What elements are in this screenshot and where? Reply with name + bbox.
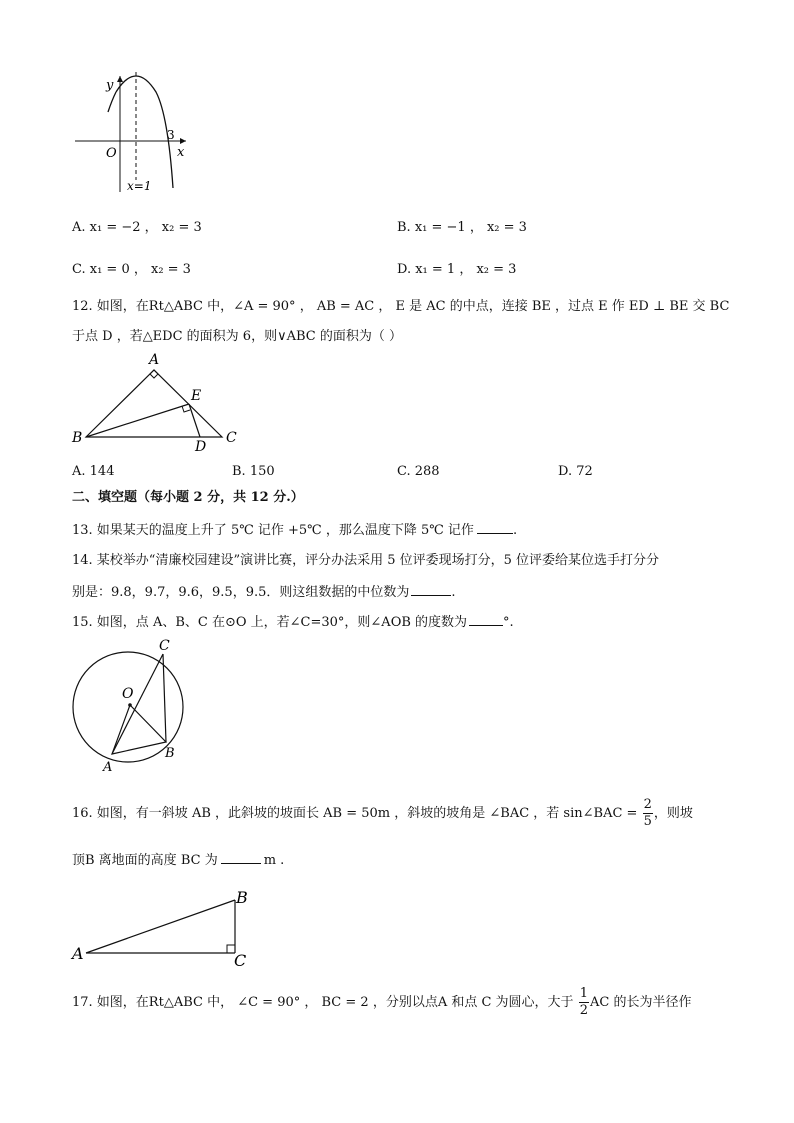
y-axis-label: y: [106, 78, 114, 93]
right-angle-mark-a: [150, 370, 158, 378]
q14-text-line1: 14. 某校举办“清廉校园建设”演讲比赛，评分办法采用 5 位评委现场打分，5 位评委给某位选手打分分: [72, 553, 660, 568]
q16-text-before: 16. 如图，有一斜坡 AB ，此斜坡的坡面长 AB = 50m ，斜坡的坡角是 ∠BAC ，若 sin∠BAC =: [72, 806, 638, 821]
label-c: C: [234, 951, 247, 970]
q13-text-after: .: [512, 523, 518, 538]
q17-text-before: 17. 如图，在Rt△ABC 中， ∠C = 90° ， BC = 2 ，分别以点A 和点 C 为圆心，大于: [72, 995, 574, 1010]
q12-triangle-figure: [68, 350, 248, 455]
q15-text: [72, 613, 514, 632]
root-label: 3: [167, 128, 175, 142]
q13-text-before: 13. 如果某天的温度上升了 5℃ 记作 +5℃ ，那么温度下降 5℃ 记作: [72, 523, 474, 538]
label-a: A: [103, 760, 113, 775]
x-axis-label: x: [177, 145, 185, 160]
q13-answer-blank[interactable]: [477, 521, 513, 534]
q11-option-a: A. x₁ = −2 ， x₂ = 3: [72, 220, 202, 235]
label-b: B: [236, 888, 248, 907]
q13-text: [72, 521, 517, 540]
parabola-left-arm: [108, 92, 116, 112]
label-c: C: [159, 638, 170, 654]
label-o: O: [122, 686, 134, 702]
q11-option-d: D. x₁ = 1 ， x₂ = 3: [397, 262, 517, 277]
label-e: E: [191, 388, 202, 404]
label-d: D: [195, 439, 207, 455]
q17-text: [72, 986, 691, 1020]
q12-option-a: A. 144: [72, 464, 115, 479]
section-heading: 二、填空题（每小题 2 分，共 12 分.）: [72, 490, 304, 505]
q16-answer-blank[interactable]: [221, 851, 261, 864]
label-b: B: [165, 746, 175, 761]
q15-answer-blank[interactable]: [469, 613, 503, 626]
center-point: [128, 703, 132, 707]
parabola-curve: [116, 76, 173, 188]
label-b: B: [72, 430, 83, 446]
segment-ab: [86, 900, 235, 953]
q16-fraction-numerator: 2: [643, 797, 652, 812]
q16-text-line1: [72, 797, 693, 831]
q12-text-line1: 12. 如图，在Rt△ABC 中，∠A = 90° ， AB = AC ， E 是 AC 的中点，连接 BE ，过点 E 作 ED ⊥ BE 交 BC: [72, 299, 730, 314]
q12-option-c: C. 288: [397, 464, 440, 479]
origin-label: O: [106, 146, 117, 161]
q16-text-line2-after: m .: [263, 853, 285, 868]
q17-fraction-numerator: 1: [579, 986, 588, 1001]
symmetry-axis-label: x=1: [127, 179, 152, 193]
q12-text-line2: 于点 D ，若△EDC 的面积为 6，则∨ABC 的面积为（ ）: [72, 329, 402, 344]
q14-text-line2: [72, 583, 456, 602]
label-c: C: [226, 430, 237, 446]
q14-answer-blank[interactable]: [411, 583, 451, 596]
label-a: A: [72, 944, 84, 963]
q15-text-after: °.: [503, 615, 514, 630]
q15-circle-figure: [60, 636, 195, 776]
segments-o-a-b: [112, 705, 166, 754]
q16-text-after: ，则坡: [653, 806, 693, 821]
q16-text-line2: [72, 851, 284, 870]
triangle-abc: [86, 370, 222, 437]
q17-text-after: AC 的长为半径作: [589, 995, 692, 1010]
q11-parabola-graph: [70, 70, 195, 195]
q16-fraction: [643, 797, 653, 830]
q16-fraction-denominator: 5: [643, 814, 652, 829]
segment-ac: [112, 654, 163, 754]
q16-slope-figure: [68, 885, 258, 970]
q14-text-before: 别是：9.8，9.7，9.6，9.5，9.5．则这组数据的中位数为: [72, 585, 410, 600]
q17-fraction-denominator: 2: [579, 1003, 588, 1018]
q16-text-line2-before: 顶B 离地面的高度 BC 为: [72, 853, 218, 868]
q11-option-b: B. x₁ = −1 ， x₂ = 3: [397, 220, 527, 235]
q12-option-b: B. 150: [232, 464, 275, 479]
q17-fraction: [579, 986, 589, 1019]
segment-be: [86, 404, 189, 437]
label-a: A: [149, 352, 160, 368]
q12-option-d: D. 72: [558, 464, 593, 479]
segment-ed: [189, 404, 200, 437]
q11-option-c: C. x₁ = 0 ， x₂ = 3: [72, 262, 191, 277]
q15-text-before: 15. 如图，点 A、B、C 在⊙O 上，若∠C=30°，则∠AOB 的度数为: [72, 615, 468, 630]
right-angle-mark-e: [182, 406, 190, 412]
q14-text-after: .: [451, 585, 456, 600]
